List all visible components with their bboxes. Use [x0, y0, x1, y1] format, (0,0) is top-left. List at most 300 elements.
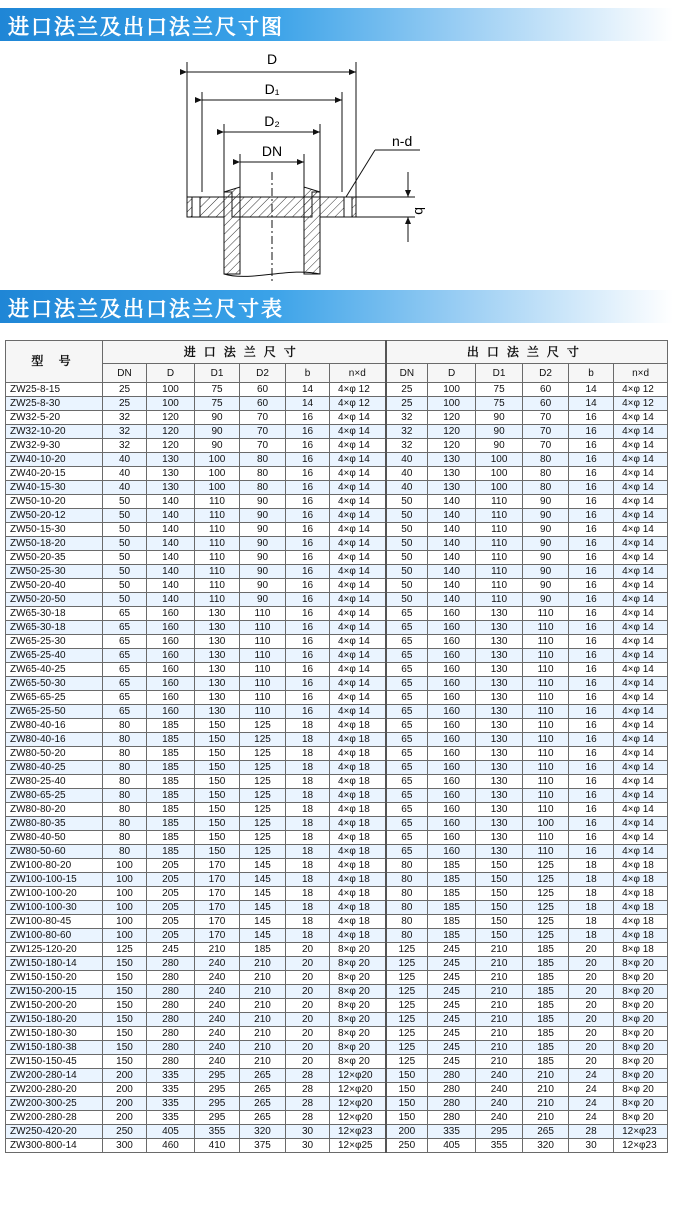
table-cell: 160 [428, 621, 476, 635]
table-cell: 185 [428, 915, 476, 929]
table-cell: 16 [286, 607, 330, 621]
table-cell: 210 [240, 1055, 286, 1069]
table-cell: 4×φ 14 [330, 425, 386, 439]
table-cell: 110 [523, 607, 569, 621]
table-cell: 240 [195, 999, 240, 1013]
table-cell: 40 [103, 467, 147, 481]
table-cell: 80 [103, 803, 147, 817]
table-cell: 205 [147, 901, 195, 915]
table-cell: 210 [523, 1111, 569, 1125]
table-cell: 50 [386, 495, 428, 509]
table-cell: 4×φ 14 [614, 425, 668, 439]
table-cell: 25 [386, 397, 428, 411]
table-cell: 125 [386, 985, 428, 999]
table-cell: 80 [103, 747, 147, 761]
table-cell: 130 [476, 621, 523, 635]
table-cell: 100 [428, 383, 476, 397]
table-cell: 8×φ 20 [614, 1111, 668, 1125]
table-cell: 280 [147, 999, 195, 1013]
table-cell: 125 [523, 873, 569, 887]
table-cell: 130 [147, 453, 195, 467]
table-cell: 130 [476, 803, 523, 817]
table-cell: 160 [147, 621, 195, 635]
table-cell: 4×φ 18 [614, 929, 668, 943]
table-row [6, 691, 668, 705]
table-cell: 335 [147, 1097, 195, 1111]
table-cell: 4×φ 14 [330, 453, 386, 467]
table-cell: 20 [569, 1027, 614, 1041]
table-cell: 4×φ 14 [330, 537, 386, 551]
table-cell: 130 [476, 705, 523, 719]
table-cell: 200 [103, 1083, 147, 1097]
table-cell: 280 [147, 971, 195, 985]
table-cell: 16 [286, 523, 330, 537]
table-cell: 80 [103, 733, 147, 747]
table-cell: 280 [147, 985, 195, 999]
table-cell: 80 [523, 467, 569, 481]
table-row [6, 887, 668, 901]
table-cell: 8×φ 20 [614, 1069, 668, 1083]
table-cell: 65 [386, 663, 428, 677]
table-cell: 4×φ 18 [330, 775, 386, 789]
table-cell: 185 [147, 747, 195, 761]
table-row [6, 719, 668, 733]
table-cell: 335 [147, 1069, 195, 1083]
table-cell: 130 [476, 733, 523, 747]
table-cell: 4×φ 18 [330, 831, 386, 845]
model-cell: ZW150-200-20 [6, 999, 103, 1013]
table-cell: 185 [147, 761, 195, 775]
table-cell: 4×φ 14 [614, 579, 668, 593]
table-cell: 160 [428, 775, 476, 789]
table-cell: 240 [476, 1111, 523, 1125]
table-cell: 16 [569, 831, 614, 845]
model-cell: ZW40-15-30 [6, 481, 103, 495]
table-cell: 18 [286, 747, 330, 761]
table-cell: 185 [523, 985, 569, 999]
table-cell: 80 [103, 719, 147, 733]
table-cell: 125 [523, 901, 569, 915]
table-cell: 90 [240, 537, 286, 551]
col-header: D2 [523, 364, 569, 383]
table-cell: 205 [147, 859, 195, 873]
model-cell: ZW125-120-20 [6, 943, 103, 957]
table-cell: 100 [147, 397, 195, 411]
table-cell: 130 [195, 691, 240, 705]
model-cell: ZW300-800-14 [6, 1139, 103, 1153]
table-cell: 4×φ 18 [614, 901, 668, 915]
table-cell: 75 [195, 383, 240, 397]
table-cell: 130 [476, 831, 523, 845]
table-cell: 50 [103, 565, 147, 579]
table-row [6, 999, 668, 1013]
table-row [6, 649, 668, 663]
table-row [6, 397, 668, 411]
table-cell: 185 [428, 901, 476, 915]
table-cell: 150 [195, 831, 240, 845]
table-cell: 18 [286, 887, 330, 901]
table-cell: 405 [147, 1125, 195, 1139]
table-row [6, 677, 668, 691]
table-cell: 160 [147, 705, 195, 719]
banner-title: 进口法兰及出口法兰尺寸表 [8, 296, 284, 321]
table-cell: 4×φ 18 [330, 733, 386, 747]
table-cell: 75 [195, 397, 240, 411]
table-cell: 120 [428, 411, 476, 425]
table-cell: 30 [286, 1125, 330, 1139]
table-cell: 125 [240, 831, 286, 845]
table-row [6, 957, 668, 971]
table-cell: 240 [195, 985, 240, 999]
table-cell: 16 [569, 607, 614, 621]
table-cell: 16 [286, 481, 330, 495]
table-cell: 32 [386, 425, 428, 439]
table-cell: 185 [428, 873, 476, 887]
table-cell: 8×φ 20 [614, 957, 668, 971]
table-cell: 4×φ 14 [330, 565, 386, 579]
model-cell: ZW40-10-20 [6, 453, 103, 467]
table-cell: 65 [386, 607, 428, 621]
table-cell: 210 [240, 1041, 286, 1055]
table-cell: 40 [386, 481, 428, 495]
table-cell: 80 [523, 481, 569, 495]
table-cell: 280 [147, 1055, 195, 1069]
table-cell: 100 [103, 859, 147, 873]
table-cell: 150 [103, 957, 147, 971]
table-row [6, 635, 668, 649]
table-cell: 18 [569, 873, 614, 887]
table-cell: 200 [103, 1097, 147, 1111]
table-cell: 18 [286, 789, 330, 803]
table-cell: 150 [386, 1069, 428, 1083]
table-cell: 100 [476, 481, 523, 495]
table-cell: 12×φ23 [614, 1139, 668, 1153]
table-cell: 4×φ 18 [330, 873, 386, 887]
table-cell: 4×φ 14 [330, 551, 386, 565]
table-cell: 160 [147, 677, 195, 691]
table-cell: 130 [476, 761, 523, 775]
table-cell: 240 [195, 971, 240, 985]
table-cell: 4×φ 14 [614, 509, 668, 523]
table-row [6, 621, 668, 635]
table-cell: 160 [428, 733, 476, 747]
model-cell: ZW80-80-35 [6, 817, 103, 831]
table-cell: 16 [286, 565, 330, 579]
col-header: DN [386, 364, 428, 383]
table-cell: 245 [147, 943, 195, 957]
table-cell: 100 [476, 467, 523, 481]
table-cell: 240 [476, 1083, 523, 1097]
table-cell: 4×φ 14 [614, 705, 668, 719]
table-cell: 410 [195, 1139, 240, 1153]
table-cell: 295 [476, 1125, 523, 1139]
table-cell: 130 [476, 719, 523, 733]
table-cell: 170 [195, 873, 240, 887]
table-cell: 100 [428, 397, 476, 411]
table-cell: 32 [103, 411, 147, 425]
table-cell: 125 [386, 999, 428, 1013]
table-cell: 110 [476, 579, 523, 593]
table-cell: 80 [523, 453, 569, 467]
table-cell: 130 [195, 663, 240, 677]
table-cell: 140 [428, 495, 476, 509]
table-cell: 130 [195, 621, 240, 635]
table-cell: 4×φ 14 [614, 845, 668, 859]
table-cell: 110 [195, 523, 240, 537]
table-cell: 4×φ 14 [330, 523, 386, 537]
table-cell: 18 [569, 929, 614, 943]
table-cell: 16 [569, 761, 614, 775]
table-cell: 16 [569, 495, 614, 509]
table-cell: 50 [103, 551, 147, 565]
table-cell: 125 [240, 789, 286, 803]
table-row [6, 383, 668, 397]
table-cell: 125 [240, 733, 286, 747]
table-cell: 8×φ 20 [330, 957, 386, 971]
table-cell: 65 [386, 817, 428, 831]
table-cell: 110 [523, 621, 569, 635]
table-cell: 65 [386, 803, 428, 817]
table-cell: 210 [240, 999, 286, 1013]
table-cell: 110 [523, 691, 569, 705]
table-cell: 200 [103, 1111, 147, 1125]
table-cell: 4×φ 14 [614, 607, 668, 621]
table-cell: 245 [428, 1013, 476, 1027]
table-cell: 160 [147, 635, 195, 649]
table-cell: 4×φ 14 [330, 607, 386, 621]
table-cell: 16 [286, 621, 330, 635]
table-cell: 4×φ 12 [330, 397, 386, 411]
table-cell: 18 [286, 845, 330, 859]
table-cell: 355 [476, 1139, 523, 1153]
table-cell: 150 [476, 887, 523, 901]
table-cell: 185 [147, 719, 195, 733]
table-cell: 70 [523, 411, 569, 425]
table-cell: 185 [428, 929, 476, 943]
table-cell: 50 [386, 579, 428, 593]
model-cell: ZW25-8-30 [6, 397, 103, 411]
table-cell: 130 [428, 467, 476, 481]
table-cell: 18 [569, 901, 614, 915]
table-cell: 160 [428, 761, 476, 775]
table-cell: 8×φ 20 [330, 943, 386, 957]
table-cell: 8×φ 20 [330, 1041, 386, 1055]
table-cell: 70 [240, 439, 286, 453]
model-cell: ZW200-300-25 [6, 1097, 103, 1111]
table-cell: 18 [286, 733, 330, 747]
table-cell: 250 [386, 1139, 428, 1153]
table-cell: 300 [103, 1139, 147, 1153]
table-cell: 4×φ 14 [614, 831, 668, 845]
table-cell: 110 [240, 677, 286, 691]
table-cell: 16 [569, 551, 614, 565]
table-cell: 16 [286, 691, 330, 705]
model-cell: ZW50-18-20 [6, 537, 103, 551]
model-cell: ZW80-50-20 [6, 747, 103, 761]
table-cell: 4×φ 14 [614, 817, 668, 831]
table-cell: 240 [195, 1013, 240, 1027]
table-cell: 130 [195, 705, 240, 719]
table-cell: 185 [147, 789, 195, 803]
table-row [6, 453, 668, 467]
table-cell: 80 [386, 859, 428, 873]
table-cell: 110 [240, 705, 286, 719]
col-header: DN [103, 364, 147, 383]
table-cell: 130 [476, 845, 523, 859]
table-row [6, 467, 668, 481]
table-cell: 4×φ 18 [330, 817, 386, 831]
model-cell: ZW80-40-16 [6, 733, 103, 747]
model-cell: ZW150-150-20 [6, 971, 103, 985]
table-cell: 150 [476, 901, 523, 915]
table-cell: 65 [386, 705, 428, 719]
table-cell: 150 [476, 915, 523, 929]
table-cell: 210 [523, 1069, 569, 1083]
table-cell: 125 [240, 803, 286, 817]
model-cell: ZW65-40-25 [6, 663, 103, 677]
model-cell: ZW100-80-60 [6, 929, 103, 943]
table-cell: 4×φ 14 [614, 453, 668, 467]
table-cell: 4×φ 18 [614, 887, 668, 901]
model-cell: ZW50-20-40 [6, 579, 103, 593]
table-cell: 16 [569, 803, 614, 817]
table-cell: 150 [103, 1041, 147, 1055]
table-cell: 16 [569, 565, 614, 579]
table-cell: 16 [286, 467, 330, 481]
table-cell: 205 [147, 929, 195, 943]
table-cell: 160 [428, 817, 476, 831]
table-cell: 4×φ 18 [330, 915, 386, 929]
table-cell: 110 [523, 845, 569, 859]
table-cell: 110 [523, 677, 569, 691]
table-cell: 14 [569, 383, 614, 397]
table-cell: 185 [523, 1013, 569, 1027]
table-cell: 20 [569, 985, 614, 999]
table-cell: 12×φ23 [614, 1125, 668, 1139]
table-cell: 170 [195, 887, 240, 901]
model-cell: ZW50-25-30 [6, 565, 103, 579]
table-cell: 110 [476, 551, 523, 565]
table-cell: 160 [428, 607, 476, 621]
table-cell: 50 [386, 593, 428, 607]
table-cell: 4×φ 14 [330, 495, 386, 509]
table-cell: 4×φ 14 [614, 495, 668, 509]
table-cell: 160 [428, 845, 476, 859]
table-cell: 16 [569, 747, 614, 761]
table-cell: 4×φ 14 [330, 663, 386, 677]
table-cell: 80 [240, 481, 286, 495]
col-header: D [428, 364, 476, 383]
table-cell: 50 [103, 579, 147, 593]
table-cell: 14 [286, 397, 330, 411]
table-cell: 295 [195, 1097, 240, 1111]
table-cell: 185 [523, 999, 569, 1013]
table-cell: 110 [476, 509, 523, 523]
table-row [6, 1041, 668, 1055]
section-banner-table [0, 290, 673, 323]
table-cell: 130 [476, 747, 523, 761]
table-cell: 265 [523, 1125, 569, 1139]
table-cell: 80 [103, 831, 147, 845]
table-cell: 150 [103, 1027, 147, 1041]
table-row [6, 411, 668, 425]
table-cell: 16 [569, 663, 614, 677]
table-cell: 16 [569, 789, 614, 803]
table-cell: 405 [428, 1139, 476, 1153]
table-cell: 4×φ 14 [614, 411, 668, 425]
table-cell: 4×φ 14 [614, 677, 668, 691]
table-cell: 20 [569, 971, 614, 985]
table-cell: 125 [523, 915, 569, 929]
table-cell: 125 [103, 943, 147, 957]
table-cell: 70 [240, 411, 286, 425]
table-cell: 16 [286, 509, 330, 523]
table-cell: 4×φ 14 [614, 747, 668, 761]
table-row [6, 803, 668, 817]
table-cell: 125 [386, 1055, 428, 1069]
model-cell: ZW100-100-30 [6, 901, 103, 915]
table-cell: 160 [428, 691, 476, 705]
table-cell: 65 [103, 649, 147, 663]
model-cell: ZW65-25-30 [6, 635, 103, 649]
table-cell: 4×φ 14 [330, 411, 386, 425]
table-cell: 130 [476, 677, 523, 691]
table-cell: 100 [103, 873, 147, 887]
table-cell: 65 [386, 719, 428, 733]
table-cell: 16 [569, 509, 614, 523]
table-cell: 20 [569, 1041, 614, 1055]
table-cell: 130 [195, 607, 240, 621]
table-cell: 4×φ 14 [614, 803, 668, 817]
table-cell: 125 [386, 943, 428, 957]
table-cell: 18 [569, 887, 614, 901]
model-cell: ZW100-80-20 [6, 859, 103, 873]
model-cell: ZW50-20-12 [6, 509, 103, 523]
model-cell: ZW150-150-45 [6, 1055, 103, 1069]
table-cell: 210 [195, 943, 240, 957]
table-cell: 130 [195, 649, 240, 663]
table-cell: 210 [476, 999, 523, 1013]
table-cell: 210 [240, 971, 286, 985]
table-cell: 65 [386, 649, 428, 663]
table-cell: 4×φ 18 [330, 747, 386, 761]
table-cell: 110 [195, 509, 240, 523]
table-cell: 210 [476, 1041, 523, 1055]
table-cell: 185 [147, 831, 195, 845]
table-cell: 150 [103, 1013, 147, 1027]
table-cell: 4×φ 18 [330, 901, 386, 915]
table-cell: 18 [286, 901, 330, 915]
table-cell: 4×φ 14 [614, 481, 668, 495]
table-cell: 65 [103, 635, 147, 649]
table-cell: 140 [428, 593, 476, 607]
table-cell: 8×φ 20 [330, 971, 386, 985]
table-cell: 20 [286, 1041, 330, 1055]
table-cell: 28 [286, 1069, 330, 1083]
table-cell: 8×φ 20 [614, 971, 668, 985]
table-cell: 90 [240, 495, 286, 509]
table-cell: 185 [523, 1041, 569, 1055]
dimension-table-container [5, 340, 667, 1153]
table-cell: 4×φ 18 [330, 887, 386, 901]
table-cell: 130 [476, 663, 523, 677]
table-cell: 4×φ 14 [614, 523, 668, 537]
model-cell: ZW65-25-40 [6, 649, 103, 663]
table-cell: 50 [103, 495, 147, 509]
table-cell: 32 [386, 411, 428, 425]
flange-dimension-table [5, 340, 668, 1153]
col-header: b [569, 364, 614, 383]
